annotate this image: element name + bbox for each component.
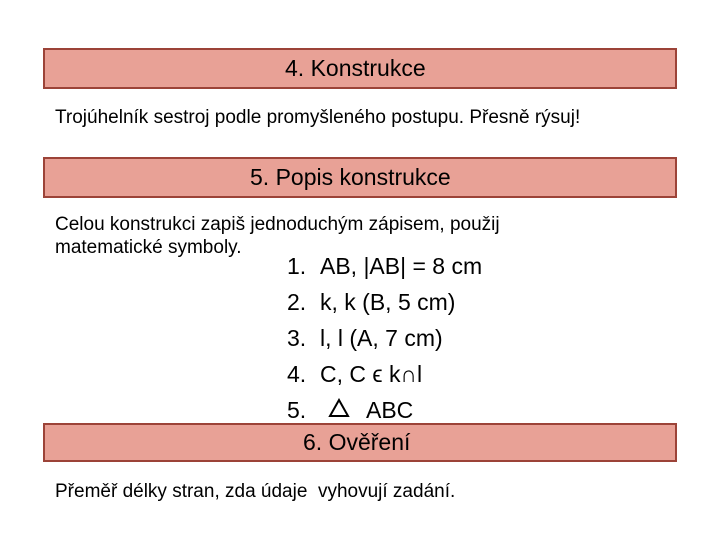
step-number: 1. [287,252,307,279]
construction-steps [287,248,482,428]
step-number: 4. [287,360,307,387]
section-5-header [43,157,677,198]
section-6-header [43,423,677,462]
section-6-title: 6. Ověření [303,429,411,455]
step-text: l, l (A, 7 cm) [320,324,443,351]
step-number: 5. [287,396,307,423]
section-5-text: Celou konstrukci zapiš jednoduchým zápisem, použij matematické symboly. [55,214,500,259]
section-4-title: 4. Konstrukce [285,55,426,81]
step-item [287,356,482,392]
step-item [287,320,482,356]
step-text: ABC [366,396,414,423]
step-item [287,284,482,320]
step-number: 3. [287,324,307,351]
step-text: k, k (B, 5 cm) [320,288,456,315]
step-item [287,248,482,284]
step-number: 2. [287,288,307,315]
section-5-title: 5. Popis konstrukce [250,164,451,190]
triangle-icon [328,397,350,424]
section-4-text: Trojúhelník sestroj podle promyšleného postupu. Přesně rýsuj! [55,107,581,128]
section-4-header [43,48,677,89]
step-text: C, C ϵ k∩l [320,360,423,387]
section-6-text: Přeměř délky stran, zda údaje vyhovují zadání. [55,481,456,502]
step-text: AB, |AB| = 8 cm [320,252,483,279]
